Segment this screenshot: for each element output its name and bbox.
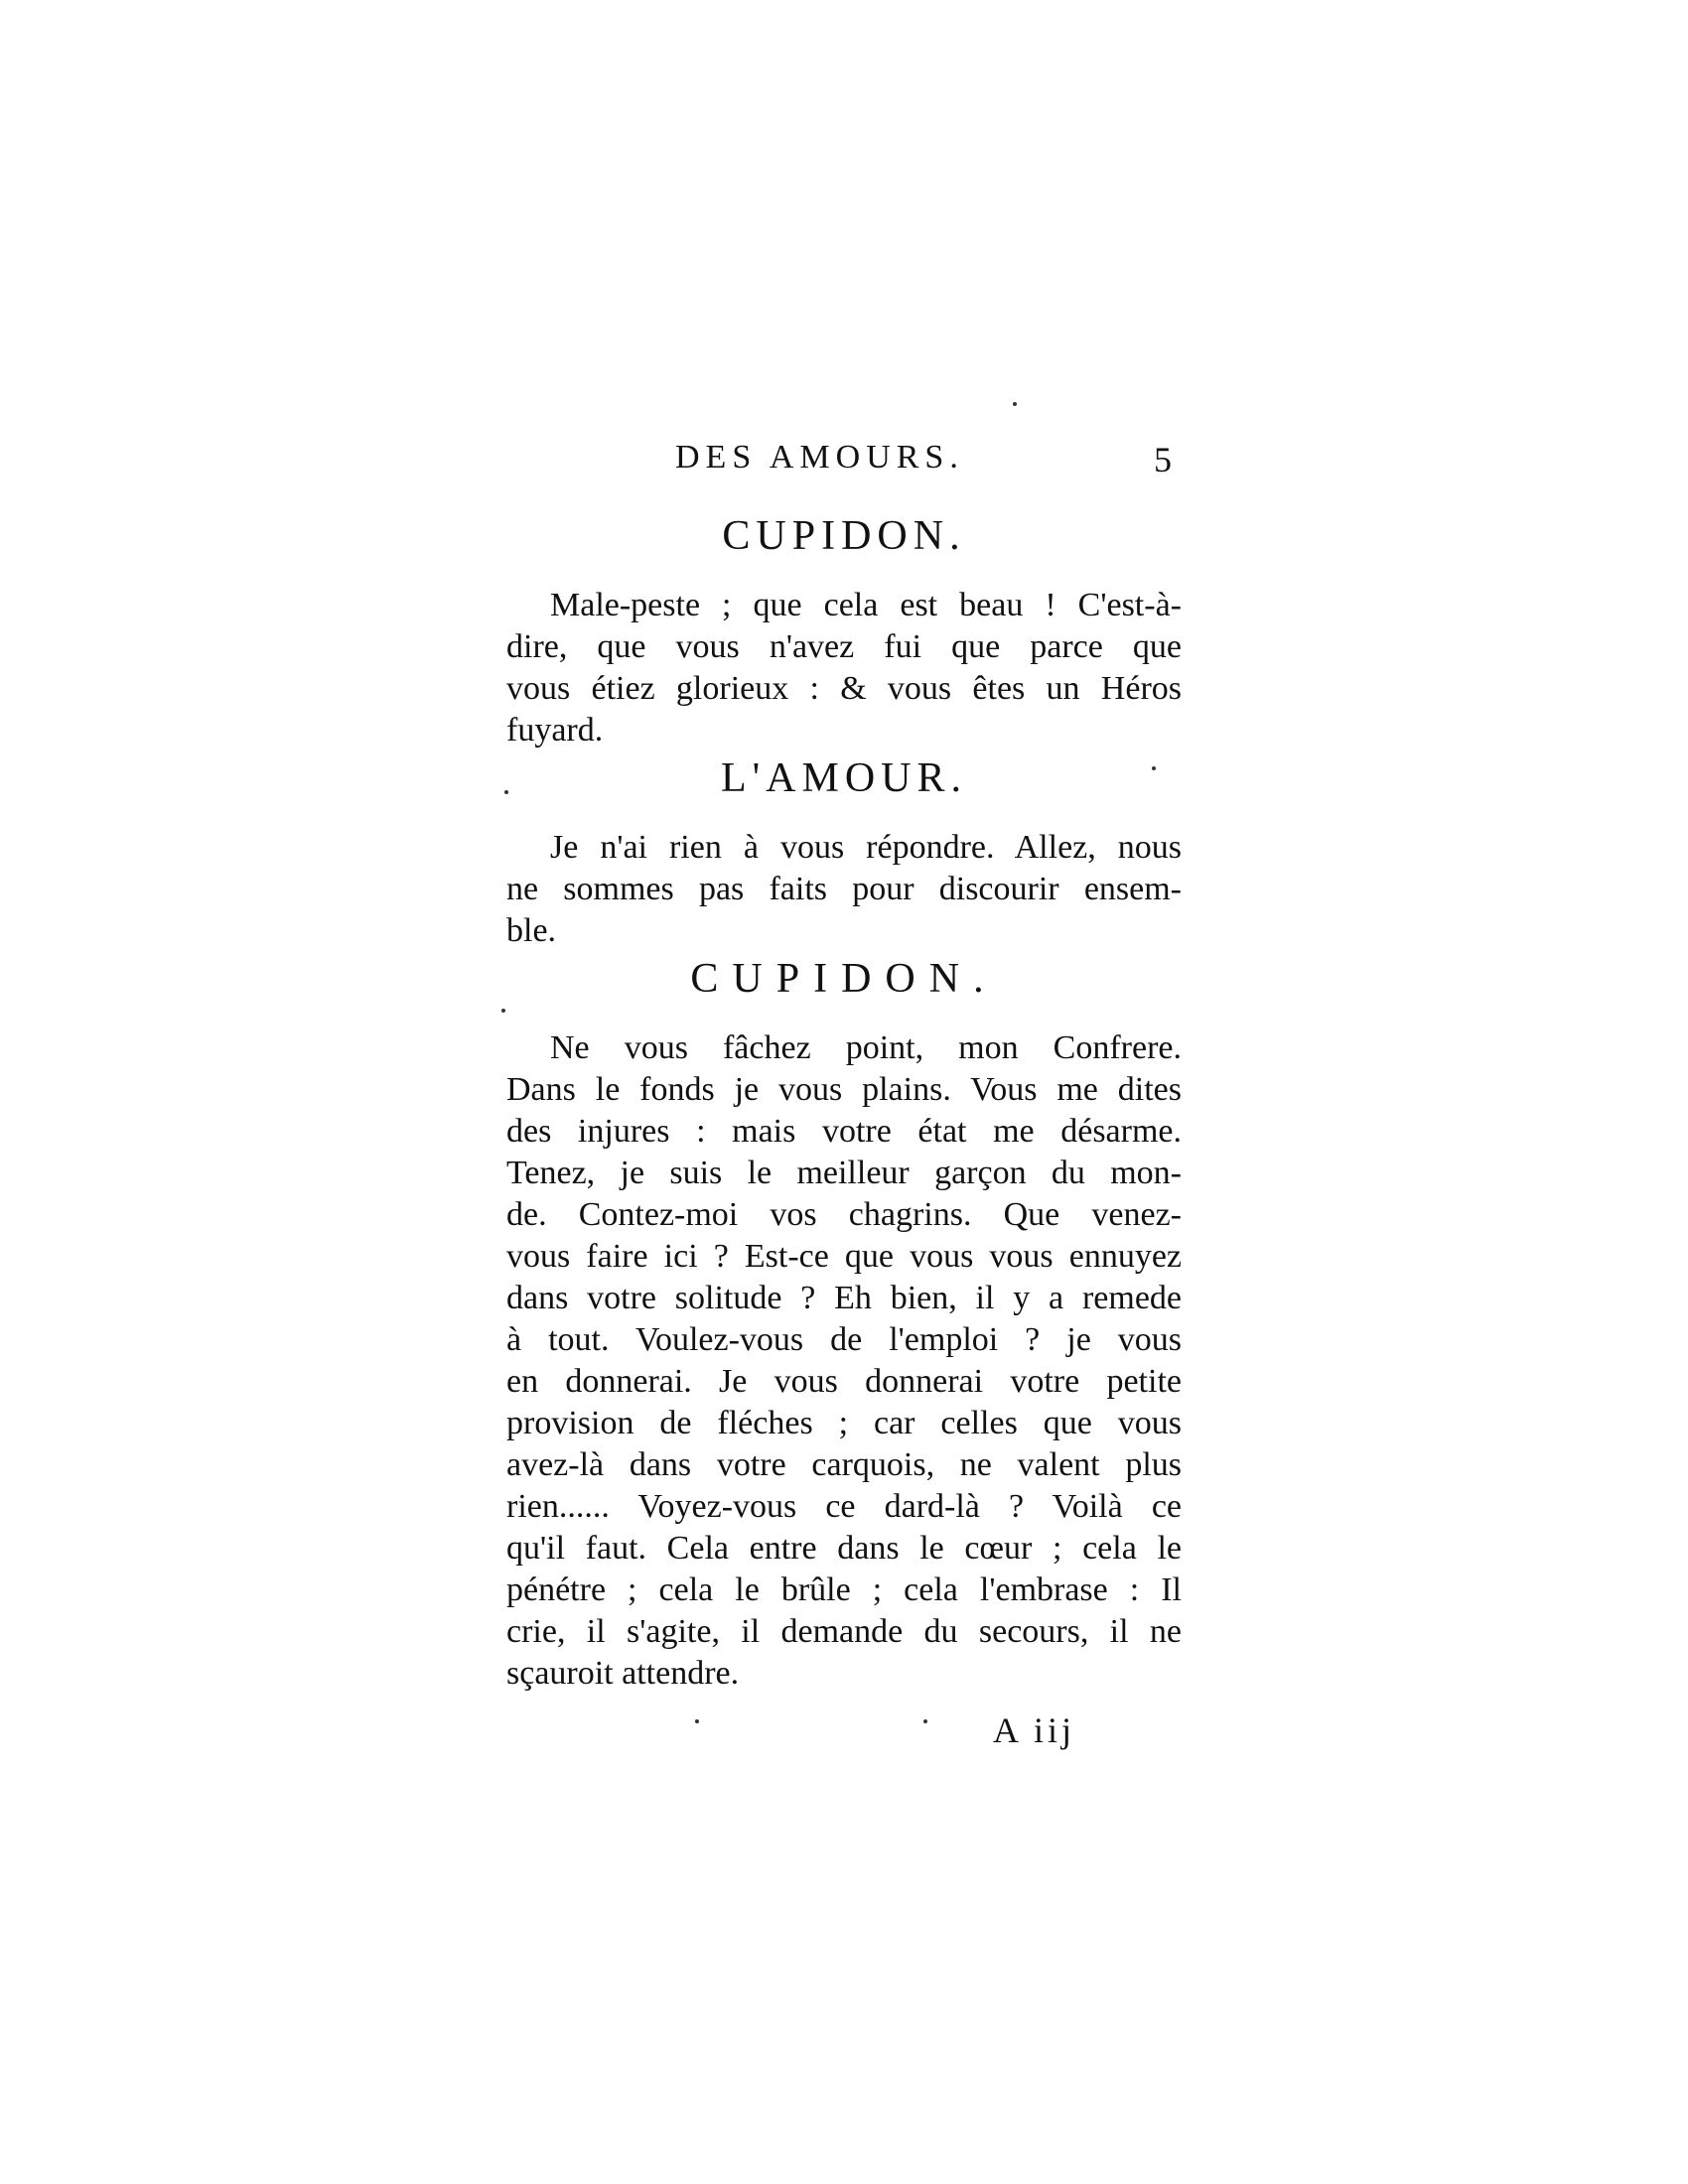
speech-line: dans votre solitude ? Eh bien, il y a remede [506,1280,1182,1316]
speech-line: Je n'ai rien à vous répondre. Allez, nous [550,829,1182,866]
speaker-heading: L'AMOUR. [720,755,968,801]
speech-line: vous étiez glorieux : & vous êtes un Héros [506,670,1182,707]
speech-line: sçauroit attendre. [506,1655,740,1692]
speech-line: Ne vous fâchez point, mon Confrere. [550,1029,1182,1066]
speech-line: de. Contez-moi vos chagrins. Que venez- [506,1196,1182,1233]
speaker-heading: CUPIDON. [722,513,966,559]
speech-line: ble. [506,912,557,949]
speech-line: dire, que vous n'avez fui que parce que [506,628,1182,665]
speech-line: qu'il faut. Cela entre dans le cœur ; cela le [506,1530,1182,1567]
speech-line: en donnerai. Je vous donnerai votre petite [506,1363,1182,1400]
signature-mark: A iij [993,1710,1076,1750]
speaker-heading: CUPIDON. [690,956,998,1002]
scan-speck [1013,402,1017,406]
scan-speck [504,790,508,794]
scan-speck [501,1009,505,1013]
scan-speck [923,1719,927,1723]
speech-line: Dans le fonds je vous plains. Vous me dites [506,1071,1182,1108]
speech-line: crie, il s'agite, il demande du secours, il ne [506,1613,1182,1650]
speech-line: Tenez, je suis le meilleur garçon du mon- [506,1155,1182,1191]
speech-line: Male-peste ; que cela est beau ! C'est-à- [550,587,1182,623]
speech-line: fuyard. [506,712,604,749]
speech-line: pénétre ; cela le brûle ; cela l'embrase : Il [506,1571,1182,1608]
page-number: 5 [1154,440,1172,479]
running-head [506,439,1182,488]
speech-line: à tout. Voulez-vous de l'emploi ? je vous [506,1321,1182,1358]
scan-speck [1152,766,1156,770]
running-title: DES AMOURS. [675,439,964,476]
speech-line: provision de fléches ; car celles que vous [506,1405,1182,1441]
speech-line: rien...... Voyez-vous ce dard-là ? Voilà ce [506,1488,1182,1525]
speech-line: des injures : mais votre état me désarme. [506,1113,1182,1150]
speech-line: vous faire ici ? Est-ce que vous vous ennuyez [506,1238,1182,1275]
speech-line: avez-là dans votre carquois, ne valent plus [506,1446,1182,1483]
scan-speck [695,1719,699,1723]
speech-line: ne sommes pas faits pour discourir ensem- [506,871,1182,907]
